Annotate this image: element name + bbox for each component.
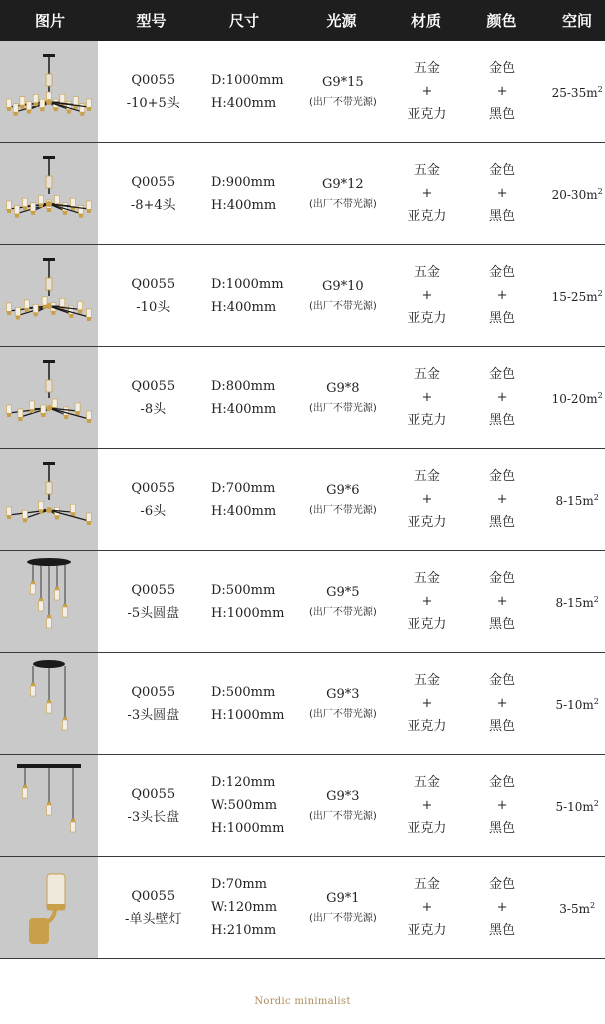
space-value: 25-35m [551, 86, 598, 100]
material-2: 亚克力 [407, 515, 447, 530]
size-cell [205, 477, 287, 523]
light-source: G9*15 [321, 75, 364, 90]
light-cell [287, 275, 399, 316]
space-cell [549, 792, 605, 819]
material-1: 五金 [413, 163, 440, 178]
space-cell [549, 894, 605, 921]
chandelier-12-head-icon [0, 143, 98, 244]
header-model: 型号 [136, 12, 167, 30]
space-value: 20-30m [551, 188, 598, 202]
material-2: 亚克力 [407, 413, 447, 428]
color-1: 金色 [489, 877, 516, 892]
model-variant: -6头 [140, 503, 167, 519]
wall-lamp-icon [0, 857, 98, 958]
header-color: 颜色 [486, 12, 517, 30]
footer-tagline: Nordic minimalist [254, 996, 351, 1007]
color-2: 黑色 [489, 107, 516, 122]
light-note: (出厂不带光源) [308, 913, 377, 924]
size-line: H:400mm [211, 95, 277, 111]
size-line: D:800mm [211, 378, 276, 394]
color-cell [455, 261, 550, 330]
color-2: 黑色 [489, 617, 516, 632]
light-cell [287, 785, 399, 826]
color-1: 金色 [489, 775, 516, 790]
model-variant: -3头长盘 [127, 809, 180, 825]
table-row [0, 857, 605, 959]
material-plus: + [421, 492, 433, 507]
space-value: 15-25m [551, 290, 598, 304]
color-plus: + [496, 900, 508, 915]
material-1: 五金 [413, 469, 440, 484]
model-cell [102, 783, 205, 829]
light-cell [287, 71, 399, 112]
color-1: 金色 [489, 367, 516, 382]
model-code: Q0055 [131, 888, 176, 904]
pendant-linear-3-icon [0, 755, 98, 856]
light-note: (出厂不带光源) [308, 607, 377, 618]
header-image: 图片 [34, 12, 65, 30]
light-source: G9*10 [321, 279, 364, 294]
light-source: G9*3 [326, 789, 360, 804]
model-cell [102, 171, 205, 217]
color-plus: + [496, 84, 508, 99]
size-line: D:70mm [211, 877, 267, 892]
space-value: 10-20m [551, 392, 598, 406]
material-1: 五金 [413, 775, 440, 790]
material-1: 五金 [413, 265, 440, 280]
light-cell [287, 887, 399, 928]
table-row [0, 653, 605, 755]
light-source: G9*5 [326, 585, 360, 600]
space-unit-exponent: 2 [589, 901, 596, 910]
color-2: 黑色 [489, 311, 516, 326]
light-cell [287, 377, 399, 418]
material-cell [399, 669, 455, 738]
material-plus: + [421, 798, 433, 813]
color-cell [455, 669, 550, 738]
material-cell [399, 57, 455, 126]
light-source: G9*3 [326, 687, 360, 702]
header-material: 材质 [410, 12, 441, 30]
material-plus: + [421, 186, 433, 201]
size-line: H:1000mm [211, 707, 285, 723]
material-plus: + [421, 594, 433, 609]
model-variant: -单头壁灯 [125, 911, 182, 927]
color-cell [455, 57, 550, 126]
material-1: 五金 [413, 571, 440, 586]
material-cell [399, 261, 455, 330]
table-header [0, 0, 605, 41]
color-cell [455, 771, 550, 840]
light-cell [287, 173, 399, 214]
light-note: (出厂不带光源) [308, 97, 377, 108]
size-line: H:400mm [211, 197, 277, 213]
color-2: 黑色 [489, 821, 516, 836]
color-cell [455, 363, 550, 432]
size-line: W:500mm [211, 798, 278, 813]
color-1: 金色 [489, 469, 516, 484]
space-cell [549, 180, 605, 207]
model-code: Q0055 [131, 276, 176, 292]
light-note: (出厂不带光源) [308, 811, 377, 822]
size-line: H:210mm [211, 923, 277, 938]
color-2: 黑色 [489, 209, 516, 224]
space-cell [549, 690, 605, 717]
model-code: Q0055 [131, 582, 176, 598]
color-2: 黑色 [489, 515, 516, 530]
color-plus: + [496, 186, 508, 201]
space-cell [549, 486, 605, 513]
material-2: 亚克力 [407, 821, 447, 836]
space-unit-exponent: 2 [593, 697, 599, 706]
table-row [0, 41, 605, 143]
color-cell [455, 465, 550, 534]
space-cell [549, 588, 605, 615]
space-unit-exponent: 2 [597, 391, 603, 400]
color-plus: + [496, 288, 508, 303]
pendant-round-5-icon [0, 551, 98, 652]
light-source: G9*12 [321, 177, 364, 192]
model-code: Q0055 [131, 378, 176, 394]
header-size: 尺寸 [228, 12, 259, 30]
table-row [0, 245, 605, 347]
space-unit-exponent: 2 [593, 493, 599, 502]
material-cell [399, 873, 455, 942]
material-1: 五金 [413, 61, 440, 76]
color-plus: + [496, 594, 508, 609]
model-variant: -3头圆盘 [127, 707, 180, 723]
model-code: Q0055 [131, 480, 176, 496]
light-note: (出厂不带光源) [308, 505, 377, 516]
size-line: D:900mm [211, 174, 276, 190]
size-line: H:400mm [211, 401, 277, 417]
space-value: 8-15m [555, 494, 594, 508]
space-cell [549, 384, 605, 411]
material-1: 五金 [413, 877, 440, 892]
space-unit-exponent: 2 [593, 799, 599, 808]
size-cell [205, 873, 287, 942]
table-row [0, 755, 605, 857]
size-cell [205, 579, 287, 625]
size-line: H:1000mm [211, 605, 285, 621]
model-cell [102, 375, 205, 421]
model-code: Q0055 [131, 684, 176, 700]
model-variant: -10头 [136, 299, 171, 315]
material-plus: + [421, 84, 433, 99]
model-code: Q0055 [131, 174, 176, 190]
color-plus: + [496, 798, 508, 813]
table-row [0, 347, 605, 449]
model-variant: -8头 [140, 401, 167, 417]
color-plus: + [496, 390, 508, 405]
material-plus: + [421, 390, 433, 405]
model-cell [102, 579, 205, 625]
light-cell [287, 479, 399, 520]
size-cell [205, 681, 287, 727]
size-line: D:120mm [211, 775, 276, 790]
size-cell [205, 273, 287, 319]
table-row [0, 143, 605, 245]
space-unit-exponent: 2 [597, 289, 603, 298]
color-cell [455, 873, 550, 942]
color-1: 金色 [489, 61, 516, 76]
material-plus: + [421, 696, 433, 711]
color-1: 金色 [489, 571, 516, 586]
size-line: W:120mm [211, 900, 278, 915]
space-value: 3-5m [559, 902, 590, 916]
color-1: 金色 [489, 163, 516, 178]
light-note: (出厂不带光源) [308, 199, 377, 210]
size-line: D:1000mm [211, 276, 284, 292]
color-1: 金色 [489, 673, 516, 688]
space-unit-exponent: 2 [597, 187, 603, 196]
color-plus: + [496, 696, 508, 711]
light-cell [287, 683, 399, 724]
material-1: 五金 [413, 673, 440, 688]
material-cell [399, 567, 455, 636]
model-variant: -10+5头 [126, 95, 180, 111]
pendant-round-3-icon [0, 653, 98, 754]
material-cell [399, 363, 455, 432]
model-cell [102, 273, 205, 319]
light-source: G9*8 [326, 381, 360, 396]
light-source: G9*6 [326, 483, 360, 498]
chandelier-6-head-icon [0, 449, 98, 550]
model-cell [102, 477, 205, 523]
spec-table [0, 41, 605, 959]
size-cell [205, 375, 287, 421]
material-plus: + [421, 288, 433, 303]
material-2: 亚克力 [407, 311, 447, 326]
model-variant: -5头圆盘 [127, 605, 180, 621]
size-cell [205, 771, 287, 840]
header-space: 空间 [561, 12, 592, 30]
color-cell [455, 567, 550, 636]
table-row [0, 449, 605, 551]
chandelier-15-head-icon [0, 41, 98, 142]
size-cell [205, 171, 287, 217]
color-1: 金色 [489, 265, 516, 280]
color-plus: + [496, 492, 508, 507]
model-cell [102, 681, 205, 727]
space-cell [549, 282, 605, 309]
material-2: 亚克力 [407, 923, 447, 938]
material-2: 亚克力 [407, 719, 447, 734]
material-plus: + [421, 900, 433, 915]
material-2: 亚克力 [407, 209, 447, 224]
material-2: 亚克力 [407, 617, 447, 632]
size-line: H:400mm [211, 299, 277, 315]
material-cell [399, 465, 455, 534]
space-value: 5-10m [555, 800, 594, 814]
size-cell [205, 69, 287, 115]
color-2: 黑色 [489, 413, 516, 428]
color-2: 黑色 [489, 923, 516, 938]
space-unit-exponent: 2 [597, 85, 603, 94]
space-unit-exponent: 2 [593, 595, 599, 604]
space-cell [549, 78, 605, 105]
size-line: D:1000mm [211, 72, 284, 88]
size-line: D:500mm [211, 684, 276, 700]
size-line: H:400mm [211, 503, 277, 519]
light-note: (出厂不带光源) [308, 709, 377, 720]
size-line: D:500mm [211, 582, 276, 598]
material-cell [399, 159, 455, 228]
chandelier-10-head-icon [0, 245, 98, 346]
material-cell [399, 771, 455, 840]
color-cell [455, 159, 550, 228]
material-2: 亚克力 [407, 107, 447, 122]
space-value: 8-15m [555, 596, 594, 610]
model-code: Q0055 [131, 786, 176, 802]
model-code: Q0055 [131, 72, 176, 88]
light-source: G9*1 [326, 891, 360, 906]
material-1: 五金 [413, 367, 440, 382]
light-note: (出厂不带光源) [308, 301, 377, 312]
size-line: D:700mm [211, 480, 276, 496]
model-cell [102, 69, 205, 115]
space-value: 5-10m [555, 698, 594, 712]
table-row [0, 551, 605, 653]
model-variant: -8+4头 [130, 197, 176, 213]
size-line: H:1000mm [211, 821, 285, 836]
light-cell [287, 581, 399, 622]
color-2: 黑色 [489, 719, 516, 734]
model-cell [102, 885, 205, 931]
light-note: (出厂不带光源) [308, 403, 377, 414]
chandelier-8-head-icon [0, 347, 98, 448]
header-light: 光源 [326, 12, 357, 30]
